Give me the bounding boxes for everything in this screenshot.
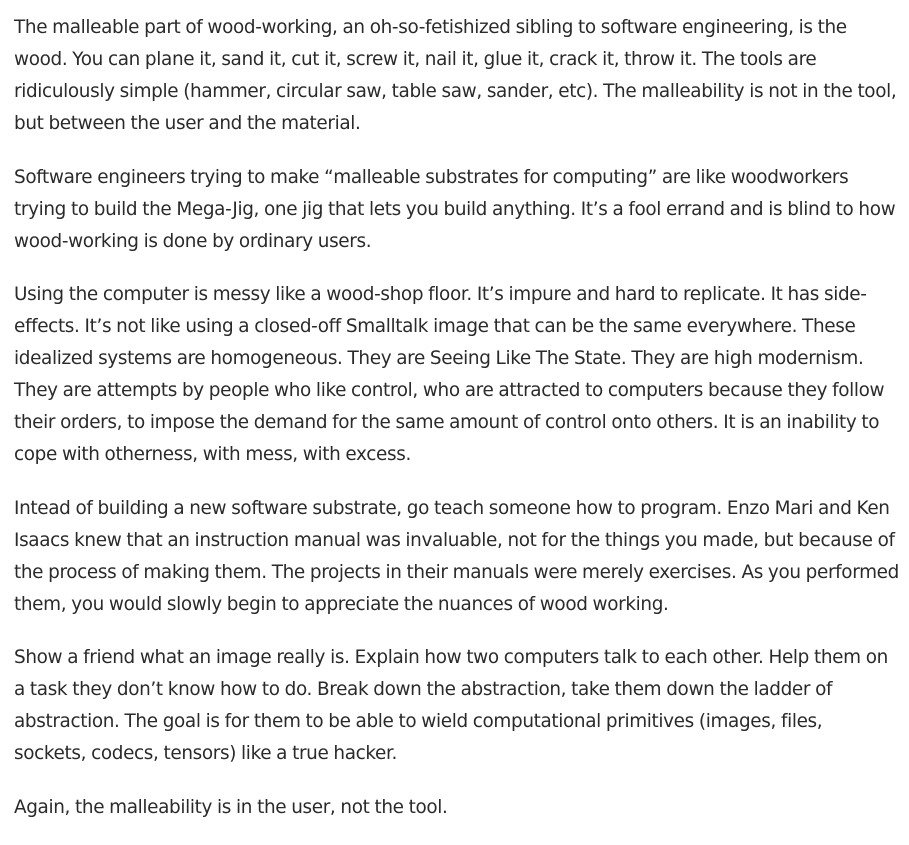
- paragraph-mega-jig: Software engineers trying to make “malleable substrates for computing” are like woodworkers trying to build the Mega-Jig, one jig that lets you build anything. It’s a fool errand and is blind to how wood-working is done by ordinary users.: [14, 166, 896, 252]
- paragraph-show-a-friend: Show a friend what an image really is. Explain how two computers talk to each other. Help them on a task they don’t know how to do. Break down the abstraction, take them down the ladder of abstraction. The goal is for them to be able to wield computational primitives (images, files, sockets, codecs, tensors) like a true hacker.: [14, 647, 888, 764]
- paragraph-wood-malleability: The malleable part of wood-working, an oh-so-fetishized sibling to software engineering, is the wood. You can plane it, sand it, cut it, screw it, nail it, glue it, crack it, throw it. The tools are ridiculously simple (hammer, circular saw, table saw, sander, etc). The malleability is not in the tool, but between the user and the material.: [14, 17, 897, 134]
- paragraph-messy-computer: Using the computer is messy like a wood-shop floor. It’s impure and hard to replicate. It has side-effects. It’s not like using a closed-off Smalltalk image that can be the same everywhere. These idealized systems are homogeneous. They are Seeing Like The State. They are high modernism. They are attempts by people who like control, who are attracted to computers because they follow their orders, to impose the demand for the same amount of control onto others. It is an inability to cope with otherness, with mess, with excess.: [14, 284, 885, 465]
- paragraph-conclusion: Again, the malleability is in the user, not the tool.: [14, 796, 448, 818]
- paragraph-teach-programming: Intead of building a new software substrate, go teach someone how to program. Enzo Mari and Ken Isaacs knew that an instruction manual was invaluable, not for the things you made, but because of the process of making them. The projects in their manuals were merely exercises. As you performed them, you would slowly begin to appreciate the nuances of wood working.: [14, 497, 899, 615]
- article-body: [14, 12, 899, 845]
